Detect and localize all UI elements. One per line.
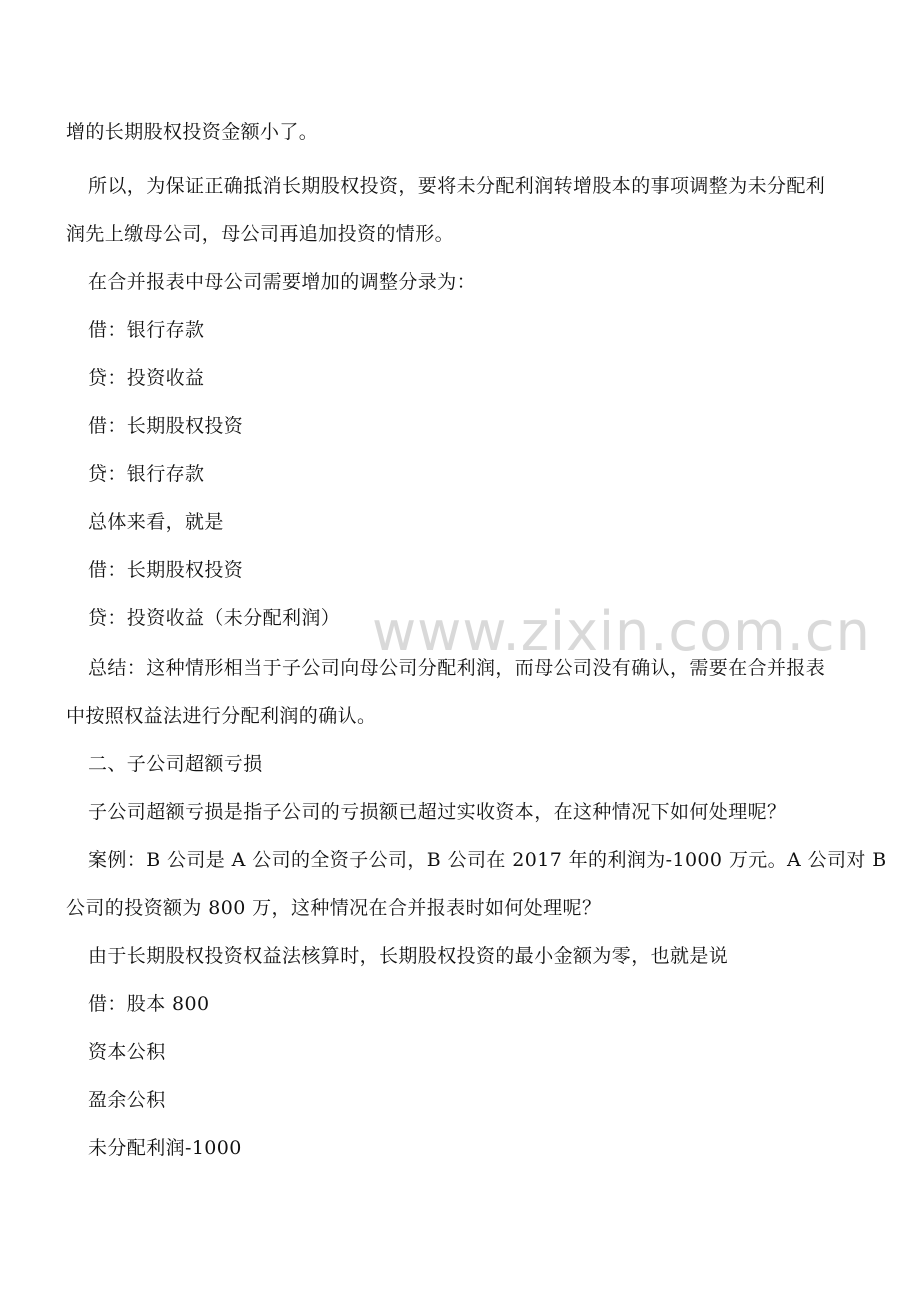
paragraph-definition: 子公司超额亏损是指子公司的亏损额已超过实收资本，在这种情况下如何处理呢？: [88, 801, 787, 823]
entry-credit-investment-income-2: 贷：投资收益（未分配利润）: [88, 607, 341, 629]
paragraph-adjustment-intro: 在合并报表中母公司需要增加的调整分录为：: [88, 271, 477, 293]
entry-credit-bank-deposit: 贷：银行存款: [88, 463, 205, 485]
entry-debit-share-capital: 借：股本 800: [88, 993, 210, 1015]
entry-debit-bank-deposit: 借：银行存款: [88, 319, 205, 341]
section-heading: 二、子公司超额亏损: [88, 753, 263, 775]
paragraph-case-continuation: 公司的投资额为 800 万，这种情况在合并报表时如何处理呢？: [66, 897, 602, 919]
paragraph-reason-continuation: 润先上缴母公司，母公司再追加投资的情形。: [66, 223, 455, 245]
entry-debit-long-term-equity-2: 借：长期股权投资: [88, 559, 244, 581]
watermark: www.zixin.com.cn: [372, 600, 871, 663]
paragraph-summary: 总结：这种情形相当于子公司向母公司分配利润，而母公司没有确认，需要在合并报表: [88, 657, 826, 679]
paragraph-reason: 所以，为保证正确抵消长期股权投资，要将未分配利润转增股本的事项调整为未分配利: [88, 175, 826, 197]
entry-credit-investment-income: 贷：投资收益: [88, 367, 205, 389]
paragraph-summary-continuation: 中按照权益法进行分配利润的确认。: [66, 705, 377, 727]
entry-capital-reserve: 资本公积: [88, 1041, 166, 1063]
paragraph-case: 案例：B 公司是 A 公司的全资子公司，B 公司在 2017 年的利润为-1000 万元。A 公司对 B: [88, 849, 887, 871]
paragraph-overall: 总体来看，就是: [88, 511, 224, 533]
paragraph-continuation: 增的长期股权投资金额小了。: [66, 121, 319, 143]
paragraph-explanation: 由于长期股权投资权益法核算时，长期股权投资的最小金额为零，也就是说: [88, 945, 729, 967]
entry-surplus-reserve: 盈余公积: [88, 1089, 166, 1111]
entry-undistributed-profit: 未分配利润-1000: [88, 1137, 242, 1159]
entry-debit-long-term-equity: 借：长期股权投资: [88, 415, 244, 437]
